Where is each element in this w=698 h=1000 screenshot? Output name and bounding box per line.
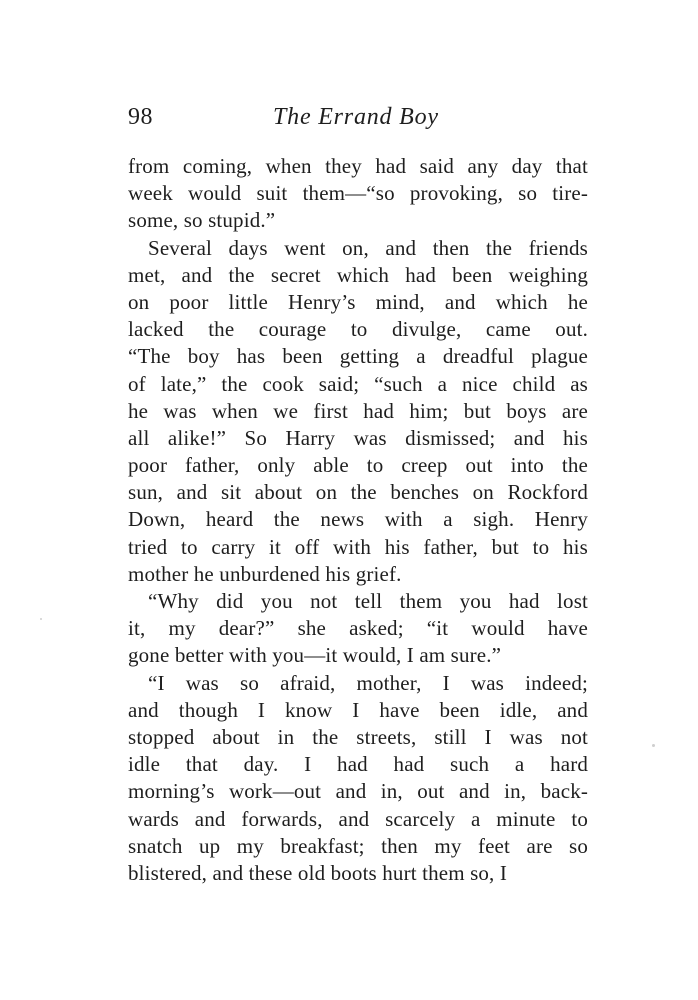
text-line: poor father, only able to creep out into the xyxy=(128,453,588,478)
text-line: mother he unburdened his grief. xyxy=(128,561,402,586)
text-line: met, and the secret which had been weighing xyxy=(128,262,588,287)
text-line: “Why did you not tell them you had lost xyxy=(148,589,588,613)
text-line: morning’s work—out and in, out and in, back- xyxy=(128,779,588,804)
text-line: from coming, when they had said any day that xyxy=(128,154,588,178)
text-line: he was when we first had him; but boys are xyxy=(128,398,588,423)
text-line: wards and forwards, and scarcely a minute to xyxy=(128,806,588,831)
text-line: on poor little Henry’s mind, and which he xyxy=(128,289,588,314)
text-line: stopped about in the streets, still I was not xyxy=(128,724,588,749)
text-line: snatch up my breakfast; then my feet are so xyxy=(128,833,588,858)
text-line: week would suit them—“so provoking, so tire- xyxy=(128,181,588,206)
text-line: and though I know I have been idle, and xyxy=(128,697,588,722)
text-line: Down, heard the news with a sigh. Henry xyxy=(128,507,588,532)
running-title: The Errand Boy xyxy=(273,104,439,130)
text-line: blistered, and these old boots hurt them so, I xyxy=(128,860,508,885)
text-line: of late,” the cook said; “such a nice child as xyxy=(128,371,588,396)
paper-speck xyxy=(40,618,42,620)
text-line: Several days went on, and then the friends xyxy=(148,235,588,260)
text-line: some, so stupid.” xyxy=(128,208,276,233)
page-header xyxy=(128,104,588,138)
paper-speck xyxy=(652,744,655,747)
text-line: it, my dear?” she asked; “it would have xyxy=(128,616,588,641)
page-number: 98 xyxy=(128,104,153,130)
text-line: “The boy has been getting a dreadful plague xyxy=(128,344,588,369)
text-line: tried to carry it off with his father, but to his xyxy=(128,534,588,559)
text-line: all alike!” So Harry was dismissed; and his xyxy=(128,425,588,450)
text-line: lacked the courage to divulge, came out. xyxy=(128,317,588,342)
body-text xyxy=(128,153,588,887)
text-line: “I was so afraid, mother, I was indeed; xyxy=(148,670,588,695)
text-line: idle that day. I had had such a hard xyxy=(128,752,588,777)
text-line: sun, and sit about on the benches on Rockford xyxy=(128,480,588,505)
text-line: gone better with you—it would, I am sure.” xyxy=(128,643,502,668)
